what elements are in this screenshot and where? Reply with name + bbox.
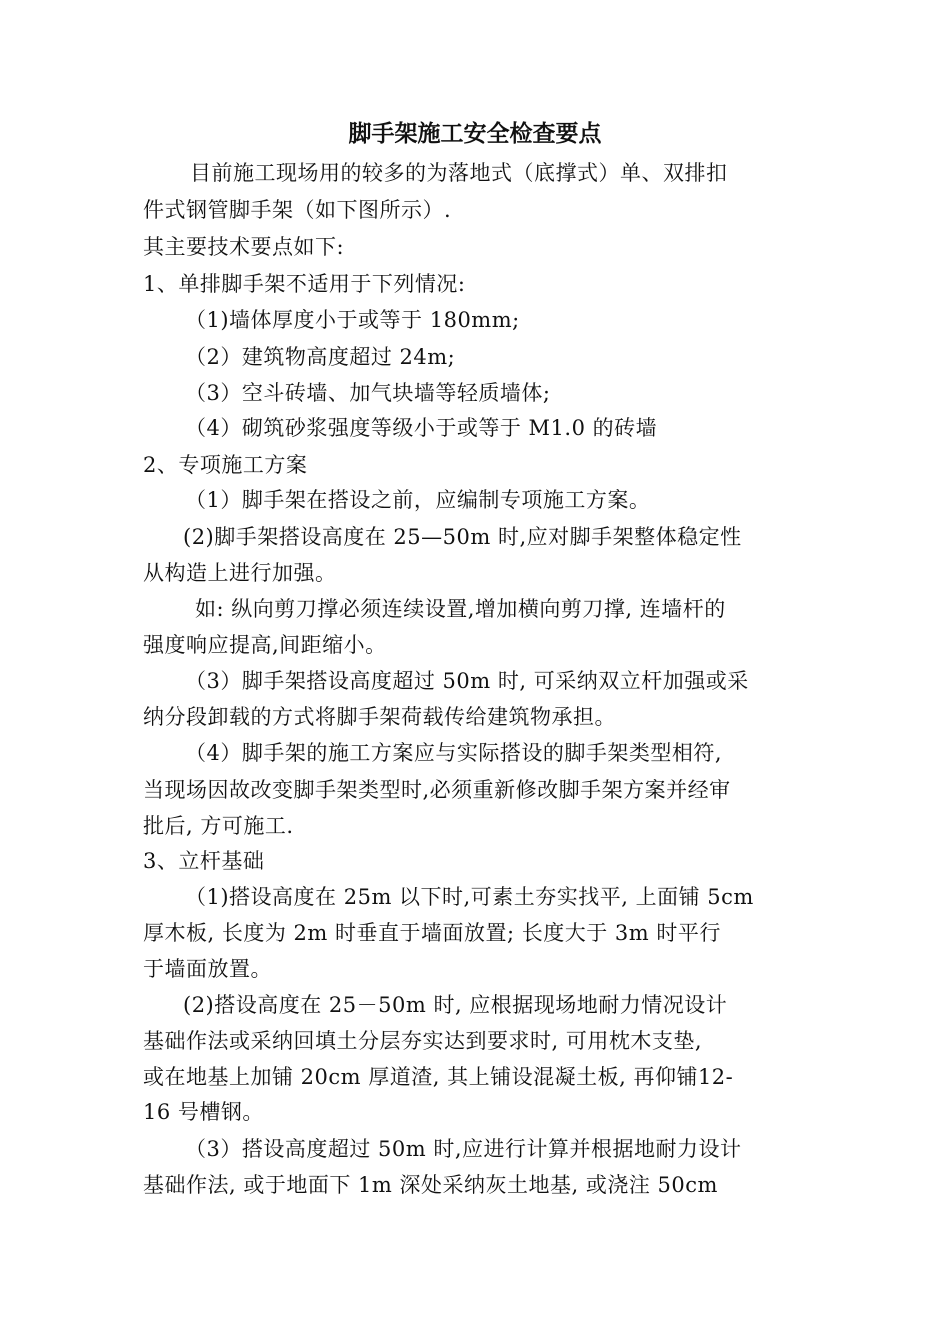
paragraph-line: 其主要技术要点如下: xyxy=(143,235,345,259)
paragraph-line: 纳分段卸载的方式将脚手架荷载传给建筑物承担。 xyxy=(143,705,616,729)
list-item: (2)搭设高度在 25－50m 时, 应根据现场地耐力情况设计 xyxy=(183,993,728,1017)
paragraph-line: 当现场因故改变脚手架类型时,必须重新修改脚手架方案并经审 xyxy=(143,778,731,802)
paragraph-line: 或在地基上加铺 20cm 厚道渣, 其上铺设混凝土板, 再仰铺12- xyxy=(143,1065,734,1089)
paragraph-line: 基础作法或采纳回填土分层夯实达到要求时, 可用枕木支垫, xyxy=(143,1029,703,1053)
list-item: （1)墙体厚度小于或等于 180mm; xyxy=(185,308,520,332)
list-item: （4）砌筑砂浆强度等级小于或等于 M1.0 的砖墙 xyxy=(185,416,658,440)
section-heading: 3、立杆基础 xyxy=(143,849,265,873)
list-item: （3）脚手架搭设高度超过 50m 时, 可采纳双立杆加强或采 xyxy=(185,669,749,693)
paragraph-line: 16 号槽钢。 xyxy=(143,1100,264,1124)
paragraph-line: 于墙面放置。 xyxy=(143,957,272,981)
paragraph-line: 强度响应提高,间距缩小。 xyxy=(143,633,387,657)
paragraph-line: 厚木板, 长度为 2m 时垂直于墙面放置; 长度大于 3m 时平行 xyxy=(143,921,721,945)
list-item: （1)搭设高度在 25m 以下时,可素土夯实找平, 上面铺 5cm xyxy=(185,885,754,909)
document-title: 脚手架施工安全检查要点 xyxy=(348,120,602,147)
section-heading: 1、单排脚手架不适用于下列情况: xyxy=(143,272,466,296)
paragraph-line: 如: 纵向剪刀撑必须连续设置,增加横向剪刀撑, 连墙杆的 xyxy=(195,597,726,621)
list-item: (2)脚手架搭设高度在 25—50m 时,应对脚手架整体稳定性 xyxy=(183,525,742,549)
list-item: （3）搭设高度超过 50m 时,应进行计算并根据地耐力设计 xyxy=(185,1137,742,1161)
list-item: （2）建筑物高度超过 24m; xyxy=(185,345,456,369)
paragraph-line: 目前施工现场用的较多的为落地式（底撑式）单、双排扣 xyxy=(190,161,728,185)
section-heading: 2、专项施工方案 xyxy=(143,453,308,477)
list-item: （1）脚手架在搭设之前，应编制专项施工方案。 xyxy=(185,488,651,512)
list-item: （4）脚手架的施工方案应与实际搭设的脚手架类型相符, xyxy=(185,741,723,765)
paragraph-line: 从构造上进行加强。 xyxy=(143,561,337,585)
list-item: （3）空斗砖墙、加气块墙等轻质墙体; xyxy=(185,381,551,405)
paragraph-line: 基础作法, 或于地面下 1m 深处采纳灰土地基, 或浇注 50cm xyxy=(143,1173,718,1197)
paragraph-line: 批后, 方可施工. xyxy=(143,814,294,838)
paragraph-line: 件式钢管脚手架（如下图所示）. xyxy=(143,198,452,222)
